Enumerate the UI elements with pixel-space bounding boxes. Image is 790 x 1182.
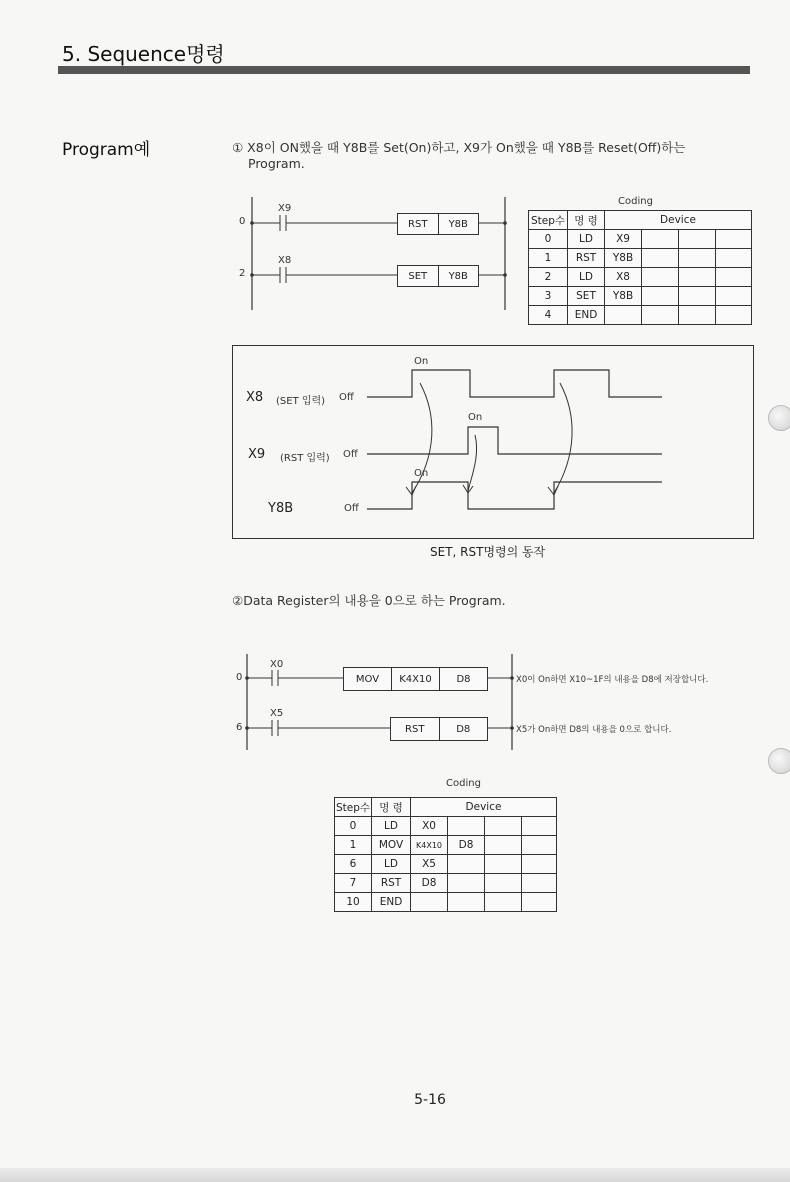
contact-label: X0 <box>270 659 284 670</box>
instruction-box-rst <box>397 213 479 235</box>
cell-device: Y8B <box>605 287 642 306</box>
rung-step-number: 2 <box>239 268 246 279</box>
col-header-instr: 명 령 <box>568 211 605 230</box>
signal-state: Off <box>343 449 358 460</box>
table-row <box>335 836 557 855</box>
cell-instr: LD <box>372 817 411 836</box>
cell-device: X9 <box>605 230 642 249</box>
rung-step-number: 6 <box>236 722 243 733</box>
section-label: Program예 <box>62 140 151 160</box>
timing-caption: SET, RST명령의 동작 <box>430 545 546 559</box>
header-rule <box>58 66 750 74</box>
operand-label: D8 <box>439 668 487 690</box>
signal-name: Y8B <box>268 501 294 516</box>
cell-step: 1 <box>335 836 372 855</box>
operand-label: K4X10 <box>391 668 439 690</box>
cell-instr: LD <box>568 268 605 287</box>
on-label: On <box>414 356 429 367</box>
cell-step: 6 <box>335 855 372 874</box>
cell-instr: END <box>372 893 411 912</box>
cell-instr: SET <box>568 287 605 306</box>
instruction-label: RST <box>408 218 428 230</box>
col-header-step: Step수 <box>529 211 568 230</box>
cell-device <box>448 874 485 893</box>
rung-comment: X5가 On하면 D8의 내용을 0으로 합니다. <box>516 725 672 735</box>
cell-device: X5 <box>411 855 448 874</box>
cell-step: 4 <box>529 306 568 325</box>
cell-step: 3 <box>529 287 568 306</box>
coding-caption: Coding <box>446 778 481 789</box>
instruction-label: RST <box>405 723 425 735</box>
rung-step-number: 0 <box>236 672 243 683</box>
cell-device <box>411 893 448 912</box>
on-label: On <box>468 412 483 423</box>
signal-note: (RST 입력) <box>280 453 330 464</box>
example1-description: ① X8이 ON했을 때 Y8B를 Set(On)하고, X9가 On했을 때 Y8B를 Reset(Off)하는 <box>232 140 686 155</box>
timing-waveforms <box>232 345 752 537</box>
operand-label: Y8B <box>438 266 479 286</box>
example1-description-cont: Program. <box>248 156 305 171</box>
signal-name: X8 <box>246 390 264 405</box>
signal-note: (SET 입력) <box>276 396 326 407</box>
table-row <box>335 855 557 874</box>
cell-instr: RST <box>372 874 411 893</box>
contact-label: X9 <box>278 203 292 214</box>
signal-state: Off <box>344 503 359 514</box>
cell-step: 0 <box>529 230 568 249</box>
table-row <box>335 817 557 836</box>
cell-device: X0 <box>411 817 448 836</box>
coding-caption: Coding <box>618 196 653 207</box>
operand-label: Y8B <box>438 214 479 234</box>
cell-step: 10 <box>335 893 372 912</box>
col-header-device: Device <box>411 798 557 817</box>
cell-device <box>448 893 485 912</box>
cell-device <box>605 306 642 325</box>
cell-device <box>448 817 485 836</box>
cell-device: Y8B <box>605 249 642 268</box>
operand-label: D8 <box>439 718 488 740</box>
cell-step: 2 <box>529 268 568 287</box>
signal-name: X9 <box>248 447 266 462</box>
col-header-device: Device <box>605 211 752 230</box>
punch-hole <box>768 748 790 774</box>
table-row <box>335 893 557 912</box>
cell-device <box>448 855 485 874</box>
instruction-box-mov <box>343 667 488 691</box>
on-label: On <box>414 468 429 479</box>
signal-state: Off <box>339 392 354 403</box>
table-row <box>529 268 752 287</box>
col-header-step: Step수 <box>335 798 372 817</box>
instruction-label: MOV <box>355 673 380 685</box>
example2-description: ②Data Register의 내용을 0으로 하는 Program. <box>232 593 506 608</box>
cell-instr: LD <box>372 855 411 874</box>
cell-device: K4X10 <box>411 836 448 855</box>
cell-instr: MOV <box>372 836 411 855</box>
col-header-instr: 명 령 <box>372 798 411 817</box>
table-row <box>529 230 752 249</box>
cell-instr: LD <box>568 230 605 249</box>
table-row <box>335 874 557 893</box>
cell-device: D8 <box>411 874 448 893</box>
cell-step: 7 <box>335 874 372 893</box>
cell-device: X8 <box>605 268 642 287</box>
contact-label: X5 <box>270 708 284 719</box>
contact-label: X8 <box>278 255 292 266</box>
rung-comment: X0이 On하면 X10~1F의 내용을 D8에 저장합니다. <box>516 675 709 685</box>
cell-device: D8 <box>448 836 485 855</box>
punch-hole <box>768 405 790 431</box>
page-header-title: 5. Sequence명령 <box>62 42 225 66</box>
instruction-box-set <box>397 265 479 287</box>
cell-instr: END <box>568 306 605 325</box>
table-row <box>529 287 752 306</box>
coding-table-2 <box>334 797 557 912</box>
coding-table-1 <box>528 210 752 325</box>
rung-step-number: 0 <box>239 216 246 227</box>
page-edge <box>0 1168 790 1182</box>
cell-step: 0 <box>335 817 372 836</box>
cell-instr: RST <box>568 249 605 268</box>
page-number: 5-16 <box>414 1092 446 1108</box>
instruction-box-rst <box>390 717 488 741</box>
instruction-label: SET <box>408 270 428 282</box>
cell-step: 1 <box>529 249 568 268</box>
table-row <box>529 306 752 325</box>
table-row <box>529 249 752 268</box>
